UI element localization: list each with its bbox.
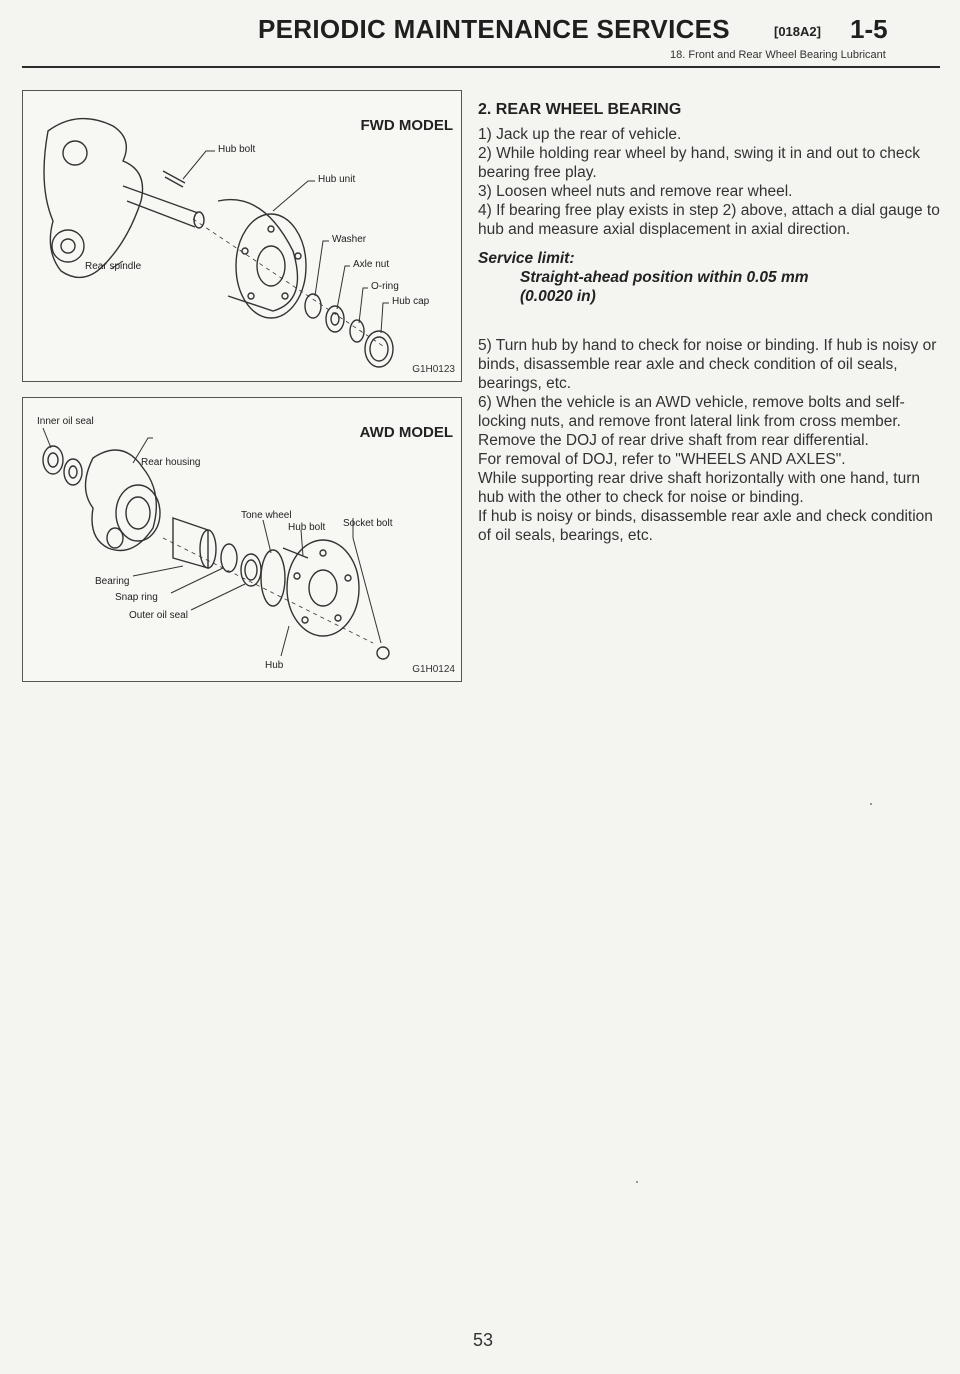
callout-rear-spindle: Rear spindle xyxy=(85,261,142,272)
page-number: 53 xyxy=(473,1330,494,1350)
header-code: [018A2] xyxy=(774,24,821,39)
callout-hub-unit: Hub unit xyxy=(318,174,356,185)
callout-o-ring: O-ring xyxy=(371,281,399,292)
header-rule xyxy=(22,66,940,68)
header-title: PERIODIC MAINTENANCE SERVICES xyxy=(258,14,730,44)
callout-hub-bolt: Hub bolt xyxy=(218,144,256,155)
callout-bearing: Bearing xyxy=(95,576,130,587)
section-title: 2. REAR WHEEL BEARING xyxy=(478,101,682,118)
step-6-check: While supporting rear drive shaft horizontally with one hand, turn hub with the other to check for noise or binding. xyxy=(478,470,920,506)
fwd-hub-exploded-diagram xyxy=(23,91,461,381)
callout-tone-wheel: Tone wheel xyxy=(241,510,292,521)
step-3: 3) Loosen wheel nuts and remove rear wheel. xyxy=(478,183,793,200)
page-header xyxy=(0,0,960,70)
awd-figure-code: G1H0124 xyxy=(412,664,455,675)
callout-socket-bolt: Socket bolt xyxy=(343,518,393,529)
callout-outer-oil-seal: Outer oil seal xyxy=(129,610,188,621)
awd-model-label: AWD MODEL xyxy=(359,424,453,441)
header-subtitle: 18. Front and Rear Wheel Bearing Lubricant xyxy=(670,49,886,61)
callout-hub-bolt: Hub bolt xyxy=(288,522,326,533)
figure-fwd-model xyxy=(22,90,462,382)
callout-washer: Washer xyxy=(332,234,367,245)
fwd-model-label: FWD MODEL xyxy=(360,117,453,134)
procedure-text xyxy=(478,100,940,545)
step-5: 5) Turn hub by hand to check for noise or binding. If hub is noisy or binds, disassemble rear axle and check condition of oil seals, bearings, etc. xyxy=(478,337,937,392)
callout-snap-ring: Snap ring xyxy=(115,592,158,603)
step-4: 4) If bearing free play exists in step 2) above, attach a dial gauge to hub and measure axial displacement in axial direction. xyxy=(478,202,940,238)
callout-inner-oil-seal: Inner oil seal xyxy=(37,416,94,427)
step-6: 6) When the vehicle is an AWD vehicle, remove bolts and self-locking nuts, and remove front lateral link from cross member. xyxy=(478,394,905,430)
scan-speck xyxy=(870,803,872,805)
scan-speck xyxy=(636,1181,638,1183)
step-6-doj-removal: Remove the DOJ of rear drive shaft from rear differential. xyxy=(478,432,869,449)
fwd-figure-code: G1H0123 xyxy=(412,364,455,375)
step-1: 1) Jack up the rear of vehicle. xyxy=(478,126,682,143)
step-2: 2) While holding rear wheel by hand, swing it in and out to check bearing free play. xyxy=(478,145,920,181)
callout-rear-housing: Rear housing xyxy=(141,457,201,468)
service-limit-value-imperial: (0.0020 in) xyxy=(520,288,596,305)
step-6-reference: For removal of DOJ, refer to "WHEELS AND AXLES". xyxy=(478,451,846,468)
service-limit-value: Straight-ahead position within 0.05 mm xyxy=(520,269,809,286)
figure-awd-model xyxy=(22,397,462,682)
callout-hub: Hub xyxy=(265,660,284,671)
callout-axle-nut: Axle nut xyxy=(353,259,390,270)
callout-hub-cap: Hub cap xyxy=(392,296,430,307)
service-limit-label: Service limit: xyxy=(478,250,575,267)
step-6-disassemble: If hub is noisy or binds, disassemble rear axle and check condition of oil seals, bearings, etc. xyxy=(478,508,933,544)
header-page-ref: 1-5 xyxy=(850,14,888,44)
